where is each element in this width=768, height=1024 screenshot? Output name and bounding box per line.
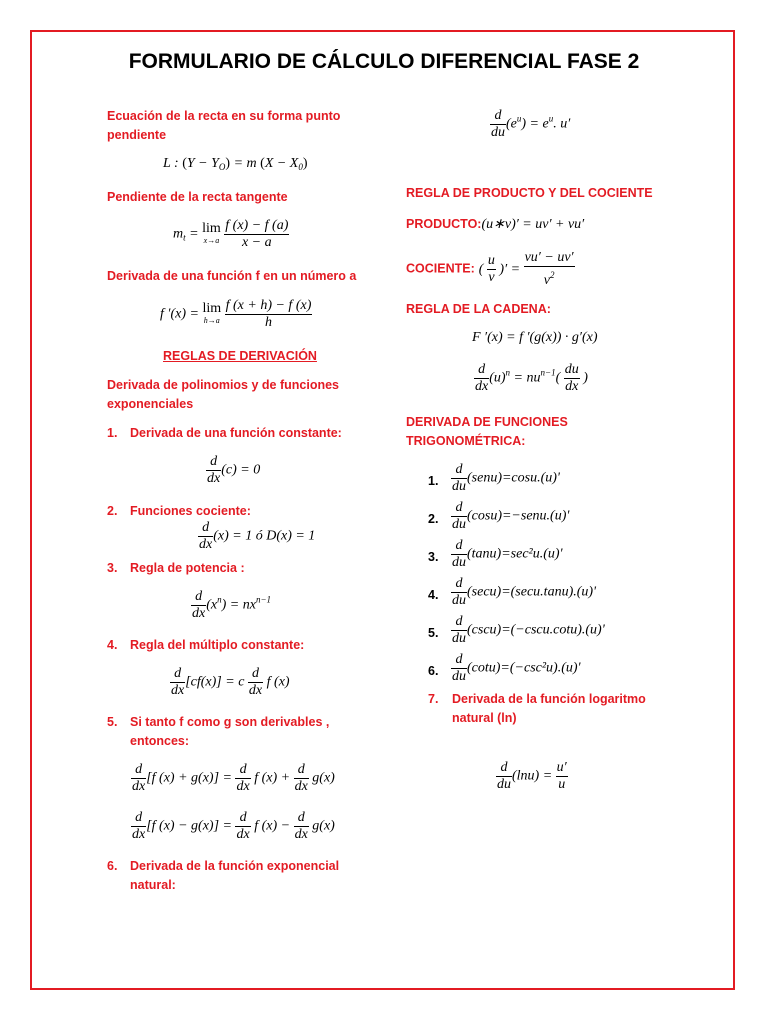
item-5-label: Si tanto f como g son derivables , entonces: <box>130 715 330 748</box>
cociente-label: COCIENTE: <box>406 261 475 276</box>
page-title: FORMULARIO DE CÁLCULO DIFERENCIAL FASE 2 <box>128 50 640 73</box>
item-3-num: 3. <box>107 561 118 575</box>
ln-heading: Derivada de la función logaritmo natural (ln) <box>452 692 646 725</box>
item-6-label: Derivada de la función exponencial natural: <box>130 859 340 892</box>
item-3-label: Regla de potencia : <box>130 561 245 575</box>
derivada-heading: Derivada de una función f en un número a <box>107 269 357 283</box>
multiplo-formula: $\frac{d}{dx}$ [cf(x)] = c $\frac{d}{dx}$ f (x) <box>171 666 290 698</box>
item-1-num: 1. <box>107 426 118 440</box>
trig-5-num: 5. <box>428 626 439 640</box>
producto-row <box>406 215 584 234</box>
cadena-formula-2: $\frac{d}{dx}$ $(u)^n = nu^{n-1}$( $\frac{du}{dx}$ ) <box>475 362 588 394</box>
cociente-row <box>406 250 575 289</box>
item-2-num: 2. <box>107 504 118 518</box>
cadena-formula-1: F ′(x) = f ′(g(x)) · g′(x) <box>472 330 598 345</box>
cociente-formula: $\frac{d}{dx}$ (x) = 1 ó D(x) = 1 <box>199 520 316 552</box>
exponencial-formula: $\frac{d}{du}$ $(e^u) = e^u$. u′ <box>491 108 571 140</box>
trig-1-num: 1. <box>428 474 439 488</box>
trig-6-formula: $\frac{d}{du}$ (cotu)=(−csc²u).(u)' <box>452 652 581 684</box>
trig-2-num: 2. <box>428 512 439 526</box>
resta-formula: $\frac{d}{dx}$ [f (x) − g(x)] = $\frac{d}{dx}$ f (x) − $\frac{d}{dx}$ g(x) <box>132 810 335 842</box>
potencia-formula: $\frac{d}{dx}$ $(x^n) = nx^{n-1}$ <box>192 589 272 621</box>
item-4-label: Regla del múltiplo constante: <box>130 638 305 652</box>
trig-3-formula: $\frac{d}{du}$ (tanu)=sec²u.(u)' <box>452 538 563 570</box>
polinomios-heading: Derivada de polinomios y de funciones exponenciales <box>107 378 339 411</box>
item-5-num: 5. <box>107 715 118 729</box>
constante-formula: $\frac{d}{dx}$ (c) = 0 <box>207 454 261 486</box>
cociente-regla-formula: ( $\frac{u}{v}$ )′ = $\frac{vu' - uv'}{v^2}$ <box>478 250 574 288</box>
trig-2-formula: $\frac{d}{du}$ (cosu)=−senu.(u)' <box>452 500 570 532</box>
reglas-heading: REGLAS DE DERIVACIÓN <box>163 349 317 363</box>
item-4-num: 4. <box>107 638 118 652</box>
trig-6-num: 6. <box>428 664 439 678</box>
producto-formula: (u∗v)′ = uv′ + vu′ <box>481 217 585 232</box>
trig-4-num: 4. <box>428 588 439 602</box>
tangente-heading: Pendiente de la recta tangente <box>107 190 288 204</box>
trig-5-formula: $\frac{d}{du}$ (cscu)=(−cscu.cotu).(u)' <box>452 614 605 646</box>
trig-4-formula: $\frac{d}{du}$ (secu)=(secu.tanu).(u)' <box>452 576 597 608</box>
trig-heading: DERIVADA DE FUNCIONES TRIGONOMÉTRICA: <box>406 415 568 448</box>
suma-formula: $\frac{d}{dx}$ [f (x) + g(x)] = $\frac{d}{dx}$ f (x) + $\frac{d}{dx}$ g(x) <box>132 762 335 794</box>
trig-1-formula: $\frac{d}{du}$ (senu)=cosu.(u)' <box>452 462 560 494</box>
item-6-num: 6. <box>107 859 118 873</box>
tangente-formula: $m_t = \lim$ x→a $\frac{f (x) - f (a)}{x - a}$ <box>173 218 289 250</box>
recta-heading: Ecuación de la recta en su forma punto pendiente <box>107 109 341 142</box>
item-1-label: Derivada de una función constante: <box>130 426 342 440</box>
ln-formula: $\frac{d}{du}$ (lnu) = $\frac{u'}{u}$ <box>497 760 567 792</box>
producto-label: PRODUCTO: <box>406 217 482 231</box>
cadena-heading: REGLA DE LA CADENA: <box>406 302 551 316</box>
derivada-formula: f ′(x) = lim h→a $\frac{f (x + h) - f (x)}{h}$ <box>160 298 312 330</box>
producto-heading: REGLA DE PRODUCTO Y DEL COCIENTE <box>406 186 653 200</box>
item-2-label: Funciones cociente: <box>130 504 251 518</box>
ln-num: 7. <box>428 692 439 706</box>
trig-3-num: 3. <box>428 550 439 564</box>
recta-formula: L : $(Y - Y_O) = m$ $(X - X_0)$ <box>163 156 308 172</box>
